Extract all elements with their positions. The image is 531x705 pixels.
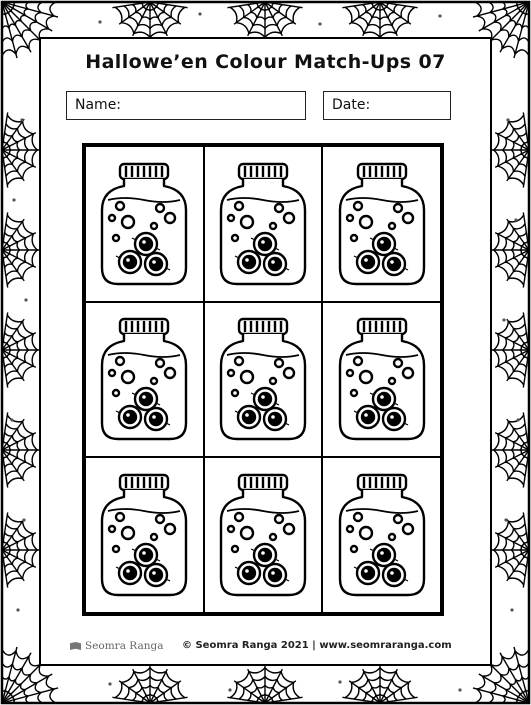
brand-logo bbox=[70, 640, 163, 652]
jar-with-eyeballs-icon bbox=[332, 160, 432, 288]
jar-with-eyeballs-icon bbox=[332, 315, 432, 443]
match-card bbox=[85, 457, 204, 613]
jar-with-eyeballs-icon bbox=[213, 315, 313, 443]
match-card bbox=[322, 146, 441, 302]
match-card bbox=[322, 457, 441, 613]
name-field[interactable] bbox=[66, 91, 306, 120]
jar-with-eyeballs-icon bbox=[94, 471, 194, 599]
jar-with-eyeballs-icon bbox=[94, 160, 194, 288]
match-card bbox=[322, 302, 441, 458]
jar-with-eyeballs-icon bbox=[213, 160, 313, 288]
jar-with-eyeballs-icon bbox=[213, 471, 313, 599]
match-grid bbox=[82, 143, 444, 616]
match-card bbox=[85, 302, 204, 458]
page-title: Hallowe’en Colour Match-Ups 07 bbox=[85, 51, 446, 73]
book-icon bbox=[70, 642, 81, 650]
date-label: Date: bbox=[332, 97, 371, 113]
name-label: Name: bbox=[75, 97, 122, 113]
jar-with-eyeballs-icon bbox=[332, 471, 432, 599]
jar-with-eyeballs-icon bbox=[94, 315, 194, 443]
copyright-text: © Seomra Ranga 2021 | www.seomraranga.com bbox=[182, 640, 452, 651]
match-card bbox=[204, 146, 323, 302]
brand-name: Seomra Ranga bbox=[85, 640, 164, 652]
match-card bbox=[85, 146, 204, 302]
date-field[interactable] bbox=[323, 91, 451, 120]
match-card bbox=[204, 457, 323, 613]
match-card bbox=[204, 302, 323, 458]
